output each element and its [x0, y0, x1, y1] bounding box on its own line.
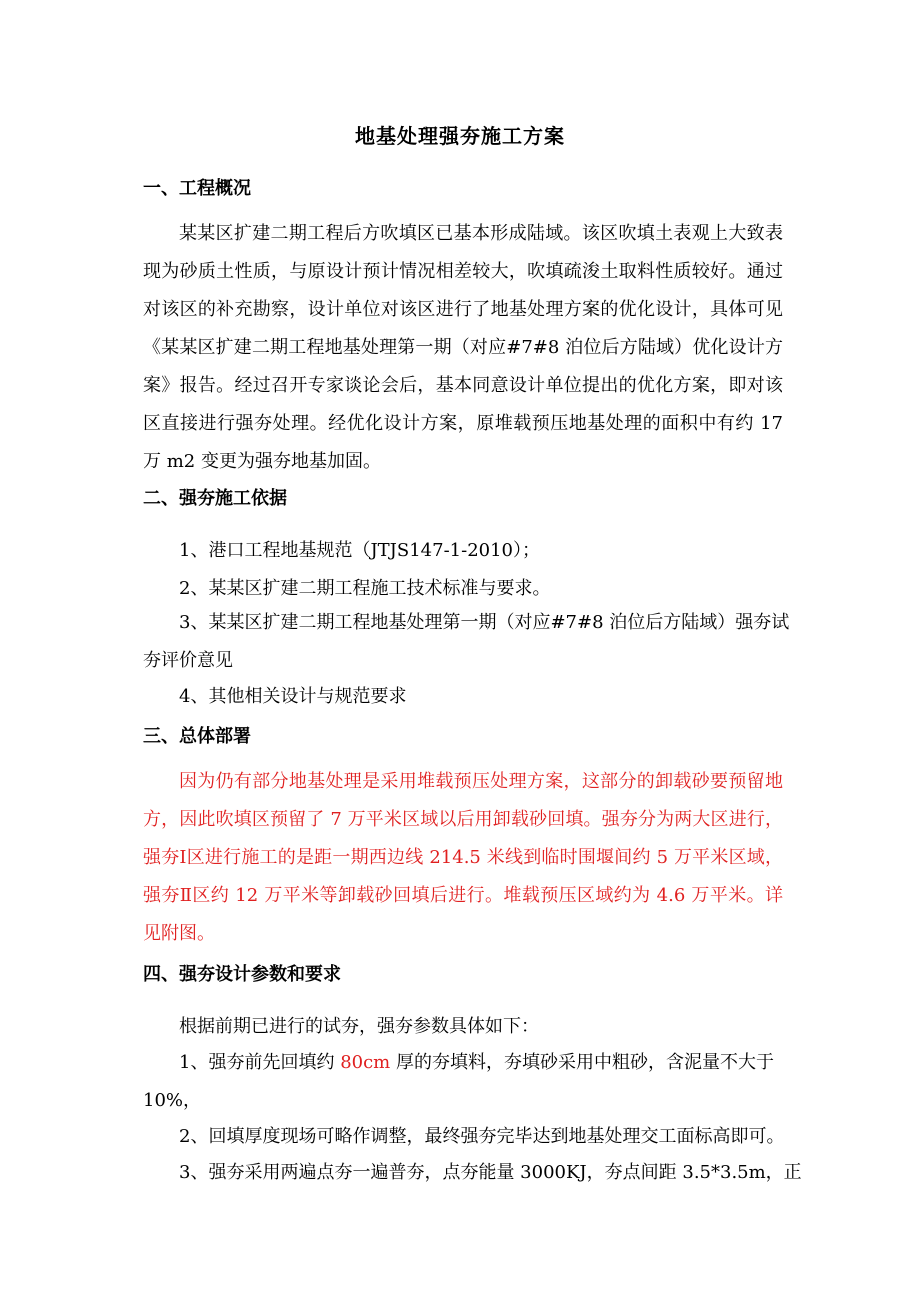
basis-item-2: 2、某某区扩建二期工程施工技术标准与要求。 — [179, 578, 551, 599]
param-item-1 — [179, 1048, 774, 1074]
section-4-heading: 四、强夯设计参数和要求 — [143, 964, 341, 985]
section-1-body: 某某区扩建二期工程后方吹填区已基本形成陆域。该区吹填土表观上大致表现为砂质土性质，与原设计预计情况相差较大，吹填疏浚土取料性质较好。通过对该区的补充勘察，设计单位对该区进行了地基处理方案的优化设计，具体可见《某某区扩建二期工程地基处理第一期（对应#7#8 泊位后方陆域）优化设计方案》报告。经过召开专家谈论会后，基本同意设计单位提出的优化方案，即对该区直接进行强夯处理。经优化设计方案，原堆载预压地基处理的面积中有约 17 万 m2 变更为强夯地基加固。 — [143, 223, 783, 472]
param-item-1-post: 厚的夯填料，夯填砂采用中粗砂，含泥量不大于 — [390, 1052, 774, 1073]
basis-item-3-cont: 夯评价意见 — [143, 650, 233, 671]
param-item-1-highlight: 80cm — [340, 1052, 391, 1073]
section-3-body: 因为仍有部分地基处理是采用堆载预压处理方案，这部分的卸载砂要预留地方，因此吹填区预留了 7 万平米区域以后用卸载砂回填。强夯分为两大区进行，强夯Ⅰ区进行施工的是距一期西边线 214.5 米线到临时围堰间约 5 万平米区域，强夯Ⅱ区约 12 万平米等卸载砂回填后进行。堆载预压区域约为 4.6 万平米。详见附图。 — [143, 771, 783, 944]
param-item-1-pre: 1、强夯前先回填约 — [179, 1052, 341, 1073]
document-title: 地基处理强夯施工方案 — [355, 124, 565, 148]
section-3-heading: 三、总体部署 — [143, 726, 251, 747]
param-item-1-cont: 10%， — [143, 1090, 202, 1111]
basis-item-4: 4、其他相关设计与规范要求 — [179, 686, 407, 707]
param-item-2: 2、回填厚度现场可略作调整，最终强夯完毕达到地基处理交工面标高即可。 — [179, 1126, 785, 1147]
basis-item-1: 1、港口工程地基规范（JTJS147-1-2010）； — [179, 540, 541, 561]
section-1-heading: 一、工程概况 — [143, 178, 251, 199]
basis-item-3: 3、某某区扩建二期工程地基处理第一期（对应#7#8 泊位后方陆域）强夯试 — [179, 612, 790, 633]
params-intro: 根据前期已进行的试夯，强夯参数具体如下： — [179, 1016, 539, 1037]
param-item-3: 3、强夯采用两遍点夯一遍普夯，点夯能量 3000KJ，夯点间距 3.5*3.5m，正 — [179, 1162, 802, 1183]
section-2-heading: 二、强夯施工依据 — [143, 488, 287, 509]
